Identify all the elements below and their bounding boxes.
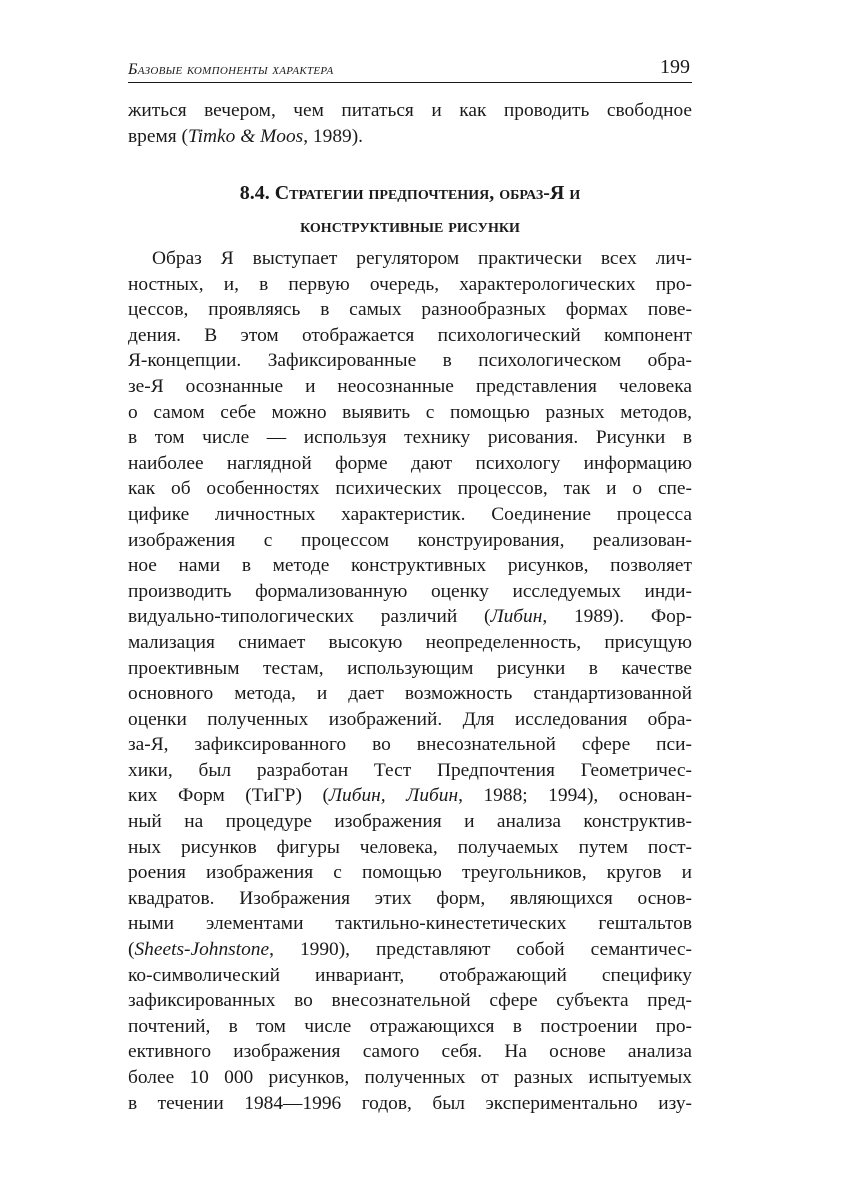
text-line: [128, 963, 692, 989]
text-segment: основного метода, и дает возможность стандартизованной: [128, 683, 692, 705]
text-segment: оценки полученных изображений. Для исследования обра-: [128, 708, 692, 730]
running-header: [128, 54, 692, 83]
text-segment: как об особенностях психических процессов, так и о спе-: [128, 478, 692, 500]
text-segment: квадратов. Изображения этих форм, являющихся основ-: [128, 887, 692, 909]
text-line: [128, 246, 692, 272]
citation-italic: Либин, Либин: [328, 785, 459, 807]
text-line: [128, 451, 692, 477]
text-segment: хики, был разработан Тест Предпочтения Геометричес-: [128, 759, 692, 781]
text-line: [128, 988, 692, 1014]
text-segment: ное нами в методе конструктивных рисунков, позволяет: [128, 555, 692, 577]
text-segment: ных рисунков фигуры человека, получаемых путем пост-: [128, 836, 692, 858]
text-line: [128, 124, 692, 150]
text-segment: время (: [128, 125, 188, 147]
text-segment: ными элементами тактильно-кинестетических гештальтов: [128, 913, 692, 935]
text-segment: , 1990), представляют собой семантичес-: [269, 939, 692, 961]
text-line: [128, 656, 692, 682]
text-line: [128, 553, 692, 579]
text-segment: почтений, в том числе отражающихся в построении про-: [128, 1015, 692, 1037]
text-line: [128, 1014, 692, 1040]
text-segment: ких Форм (ТиГР) (: [128, 785, 329, 807]
text-segment: за-Я, зафиксированного во внесознательной сфере пси-: [128, 734, 692, 756]
text-segment: видуально-типологических различий (: [128, 606, 491, 628]
text-line: [128, 707, 692, 733]
text-segment: более 10 000 рисунков, полученных от разных испытуемых: [128, 1067, 692, 1088]
text-segment: мализация снимает высокую неопределенность, присущую: [128, 631, 692, 653]
text-segment: Я-концепции. Зафиксированные в психологическом обра-: [128, 350, 692, 372]
text-segment: (: [128, 939, 135, 961]
text-segment: ностных, и, в первую очередь, характерологических про-: [128, 273, 692, 295]
citation-italic: Sheets-Johnstone: [134, 939, 270, 961]
text-segment: в том числе — используя технику рисования. Рисунки в: [128, 427, 692, 449]
page-number: 199: [660, 56, 690, 78]
text-segment: ко-символический инвариант, отображающий специфику: [128, 964, 692, 986]
text-line: [128, 476, 692, 502]
text-line: [128, 502, 692, 528]
text-segment: житься вечером, чем питаться и как проводить свободное: [128, 100, 692, 121]
text-segment: проективным тестам, использующим рисунки в качестве: [128, 657, 692, 679]
text-segment: ективного изображения самого себя. На основе анализа: [128, 1041, 692, 1063]
text-segment: роения изображения с помощью треугольников, кругов и: [128, 862, 692, 884]
text-line: [128, 681, 692, 707]
text-line: [128, 911, 692, 937]
text-line: [128, 272, 692, 298]
text-line: [128, 528, 692, 554]
text-line: [128, 297, 692, 323]
text-segment: изображения с процессом конструирования, реализован-: [128, 529, 692, 551]
text-line: [128, 400, 692, 426]
text-line: [128, 425, 692, 451]
text-line: [128, 809, 692, 835]
text-line: [128, 732, 692, 758]
text-line: [128, 937, 692, 963]
section-heading: [128, 177, 692, 243]
section-heading-line-1: 8.4. Стратегии предпочтения, образ-Я и: [239, 182, 581, 204]
text-line: [128, 579, 692, 605]
text-segment: дения. В этом отображается психологический компонент: [128, 324, 692, 346]
citation-italic: Timko & Moos: [187, 125, 304, 147]
text-line: [128, 98, 692, 124]
main-paragraph: [128, 246, 692, 1116]
text-segment: , 1989).: [303, 125, 364, 147]
text-segment: , 1989). Фор-: [542, 606, 692, 628]
text-segment: Образ Я выступает регулятором практически всех лич-: [152, 248, 692, 269]
citation-italic: Либин: [490, 606, 543, 628]
text-line: [128, 835, 692, 861]
text-line: [128, 630, 692, 656]
text-line: [128, 860, 692, 886]
text-line: [128, 758, 692, 784]
text-line: [128, 1039, 692, 1065]
text-line: [128, 783, 692, 809]
text-segment: зафиксированных во внесознательной сфере субъекта пред-: [128, 990, 692, 1012]
text-segment: о самом себе можно выявить с помощью разных методов,: [128, 401, 692, 423]
text-segment: ный на процедуре изображения и анализа конструктив-: [128, 811, 692, 833]
text-segment: зе-Я осознанные и неосознанные представления человека: [128, 375, 692, 397]
text-line: [128, 1065, 692, 1091]
text-line: [128, 604, 692, 630]
section-heading-line-2: конструктивные рисунки: [300, 215, 520, 237]
text-segment: в течении 1984—1996 годов, был экспериментально изу-: [128, 1092, 692, 1114]
running-title: Базовые компоненты характера: [128, 61, 334, 78]
text-line: [128, 1091, 692, 1117]
text-line: [128, 374, 692, 400]
text-line: [128, 348, 692, 374]
text-segment: производить формализованную оценку исследуемых инди-: [128, 580, 692, 602]
text-segment: цессов, проявляясь в самых разнообразных формах пове-: [128, 299, 692, 321]
intro-paragraph: [128, 98, 692, 149]
text-line: [128, 323, 692, 349]
text-segment: наиболее наглядной форме дают психологу информацию: [128, 452, 692, 474]
text-segment: , 1988; 1994), основан-: [458, 785, 693, 807]
text-segment: цифике личностных характеристик. Соединение процесса: [128, 503, 692, 525]
text-line: [128, 886, 692, 912]
